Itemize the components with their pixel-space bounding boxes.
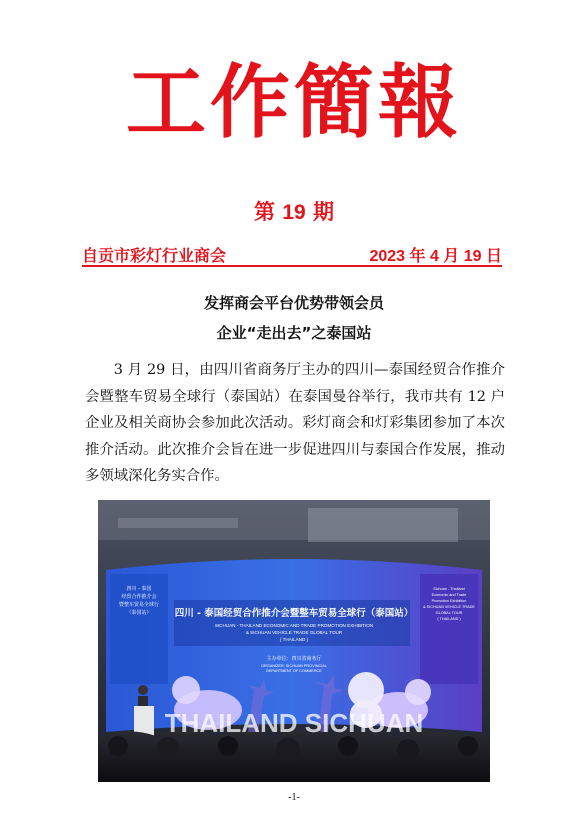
header-line: [82, 243, 502, 265]
issue-suffix: 期: [312, 199, 334, 224]
organizer-english-line-2: DEPARTMENT OF COMMERCE: [266, 669, 322, 673]
article-title-line-1: 发挥商会平台优势带领会员: [203, 294, 384, 312]
issue-number-value: 19: [282, 201, 306, 224]
right-panel-line-4: & SICHUAN VEHICLE TRADE: [423, 605, 475, 609]
screen-wordmark: THAILAND SICHUAN: [164, 708, 424, 738]
organization-name: 自贡市彩灯行业商会: [82, 246, 227, 265]
right-panel-line-5: GLOBAL TOUR: [435, 611, 463, 615]
organizer-chinese: 主办单位：四川省商务厅: [266, 656, 322, 662]
banner-english-line-2: & SICHUAN VEHICLE TRADE GLOBAL TOUR: [245, 630, 343, 635]
right-panel-line-2: Economic and Trade: [431, 593, 467, 597]
right-panel-line-6: ( THAILAND ): [437, 617, 461, 621]
organizer-english-line-1: ORGANIZER: SICHUAN PROVINCIAL: [261, 664, 327, 668]
article-title-line-2: 企业“走出去”之泰国站: [216, 324, 372, 342]
left-panel-line-1: 四川 - 泰国: [126, 586, 152, 592]
masthead-title: 工作簡報: [126, 55, 462, 149]
left-panel-line-3: 暨整车贸易全球行: [118, 602, 160, 608]
banner-chinese-title: 四川 - 泰国经贸合作推介会暨整车贸易全球行（泰国站）: [174, 608, 414, 619]
left-panel-line-2: 经贸合作推介会: [121, 594, 157, 600]
banner-english-line-1: SICHUAN - THAILAND ECONOMIC AND TRADE PROMOTION EXHIBITION: [214, 623, 374, 628]
left-panel-line-4: （泰国站）: [126, 610, 152, 616]
issue-number: [0, 196, 588, 226]
right-panel-line-3: Promotion Exhibition: [431, 599, 467, 603]
event-photo-illustration: [98, 500, 490, 782]
issue-date: 2023 年 4 月 19 日: [369, 248, 502, 265]
article-paragraph: 3 月 29 日，由四川省商务厅主办的四川—泰国经贸合作推介会暨整车贸易全球行（泰国站）在泰国曼谷举行，我市共有 12 户企业及相关商协会参加此次活动。彩灯商会和灯彩集团参加了本次推介活动。此次推介会旨在进一步促进四川与泰国合作发展，推动多领域深化务实合作。: [85, 362, 505, 484]
issue-prefix: 第: [254, 199, 275, 224]
event-photo: [98, 500, 490, 782]
page-number: -1-: [288, 792, 300, 803]
banner-english-line-3: ( THAILAND ): [279, 637, 309, 642]
header-divider: [82, 265, 502, 267]
right-panel-line-1: Sichuan - Thailand: [433, 587, 465, 591]
